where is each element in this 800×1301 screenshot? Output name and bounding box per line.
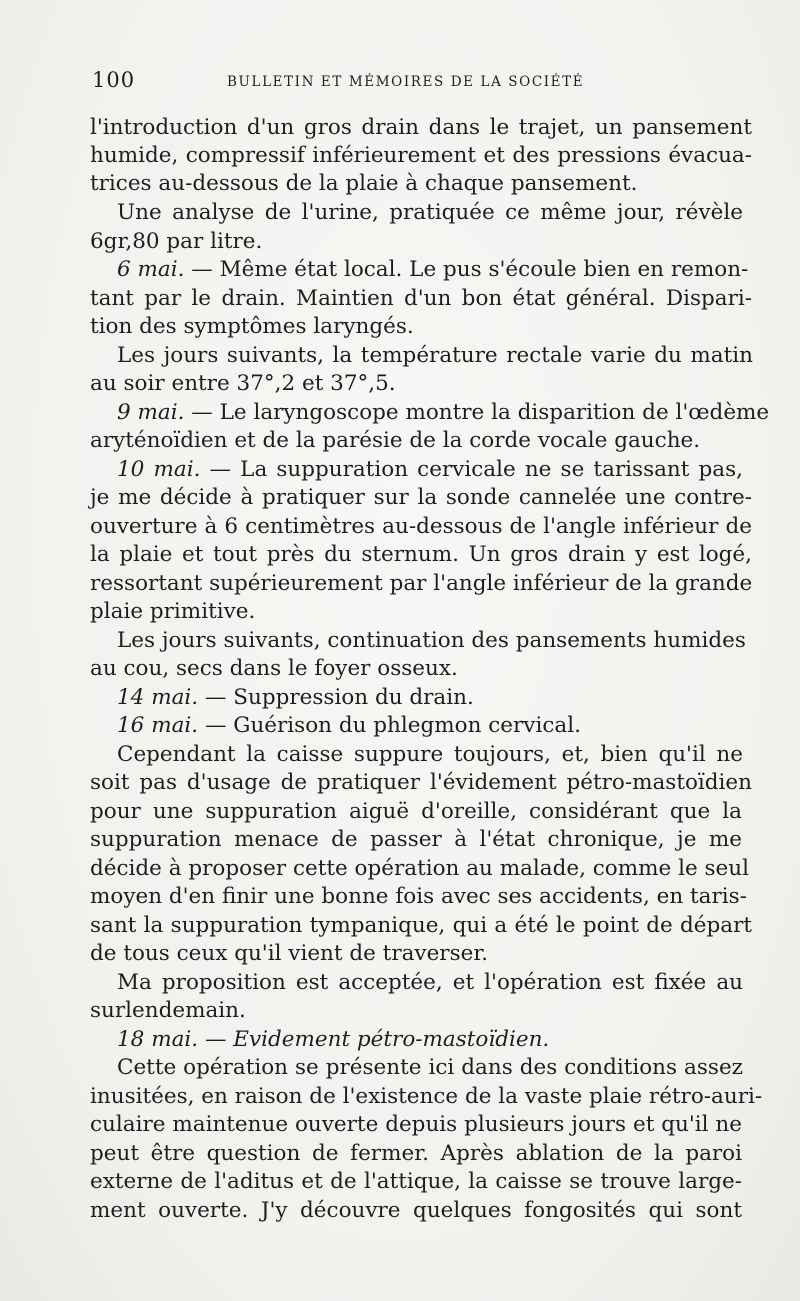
text-line: surlendemain.	[90, 998, 246, 1023]
text-line: décide à proposer cette opération au malade, comme le seul	[90, 856, 749, 881]
text-line: je me décide à pratiquer sur la sonde cannelée une contre-	[90, 485, 752, 510]
journal-title: BULLETIN ET MÉMOIRES DE LA SOCIÉTÉ	[227, 74, 585, 90]
text-line: externe de l'aditus et de l'attique, la caisse se trouve large-	[90, 1169, 742, 1194]
entry-date: 14 mai.	[117, 685, 199, 710]
text-line: 9 mai. — Le laryngoscope montre la disparition de l'œdème	[117, 400, 770, 425]
text-line: moyen d'en finir une bonne fois avec ses accidents, en taris-	[90, 884, 747, 909]
text-line: 14 mai. — Suppression du drain.	[117, 685, 474, 710]
text-line: ouverture à 6 centimètres au-dessous de l'angle inférieur de	[90, 514, 752, 539]
running-head	[92, 66, 752, 100]
text-line: sant la suppuration tympanique, qui a été le point de départ	[90, 913, 752, 938]
text-line: plaie primitive.	[90, 599, 256, 624]
entry-date: 16 mai.	[117, 713, 199, 738]
text-line: 16 mai. — Guérison du phlegmon cervical.	[117, 713, 581, 738]
entry-date: 10 mai.	[117, 457, 201, 482]
text-line: 6 mai. — Même état local. Le pus s'écoule bien en remon-	[117, 257, 749, 282]
text-line: inusitées, en raison de l'existence de la vaste plaie rétro-auri-	[90, 1084, 763, 1109]
text-line: l'introduction d'un gros drain dans le trajet, un pansement	[90, 115, 752, 140]
text-line: au cou, secs dans le foyer osseux.	[90, 656, 458, 681]
page-number: 100	[92, 68, 136, 92]
text-line: Les jours suivants, continuation des pansements humides	[117, 628, 746, 653]
entry-date: 9 mai.	[117, 400, 185, 425]
text-line: de tous ceux qu'il vient de traverser.	[90, 941, 489, 966]
text-line: peut être question de fermer. Après ablation de la paroi	[90, 1141, 742, 1166]
text-line: Cependant la caisse suppure toujours, et, bien qu'il ne	[117, 742, 743, 767]
text-line: trices au-dessous de la plaie à chaque pansement.	[90, 171, 638, 196]
text-line: suppuration menace de passer à l'état chronique, je me	[90, 827, 742, 852]
text-line: 10 mai. — La suppuration cervicale ne se tarissant pas,	[117, 457, 743, 482]
text-line: Les jours suivants, la température rectale varie du matin	[117, 343, 753, 368]
text-line: ressortant supérieurement par l'angle inférieur de la grande	[90, 571, 753, 596]
entry-date: 6 mai.	[117, 257, 185, 282]
text-line: Cette opération se présente ici dans des conditions assez	[117, 1055, 743, 1080]
text-line: ment ouverte. J'y découvre quelques fongosités qui sont	[90, 1198, 742, 1223]
text-line: Une analyse de l'urine, pratiquée ce même jour, révèle	[117, 200, 743, 225]
text-line: la plaie et tout près du sternum. Un gros drain y est logé,	[90, 542, 752, 567]
text-line: culaire maintenue ouverte depuis plusieurs jours et qu'il ne	[90, 1112, 742, 1137]
text-line: pour une suppuration aiguë d'oreille, considérant que la	[90, 799, 742, 824]
text-line: tion des symptômes laryngés.	[90, 314, 414, 339]
text-line: tant par le drain. Maintien d'un bon état général. Dispari-	[90, 286, 752, 311]
text-line: soit pas d'usage de pratiquer l'évidement pétro-mastoïdien	[90, 770, 752, 795]
text-line: aryténoïdien et de la parésie de la corde vocale gauche.	[90, 428, 701, 453]
entry-date: 18 mai.	[117, 1027, 199, 1052]
text-line: humide, compressif inférieurement et des pressions évacua-	[90, 143, 752, 168]
text-line: 18 mai. — Evidement pétro-mastoïdien.	[117, 1027, 550, 1052]
text-line: 6gr,80 par litre.	[90, 229, 263, 254]
text-line: au soir entre 37°,2 et 37°,5.	[90, 371, 396, 396]
text-line: Ma proposition est acceptée, et l'opération est fixée au	[117, 970, 743, 995]
